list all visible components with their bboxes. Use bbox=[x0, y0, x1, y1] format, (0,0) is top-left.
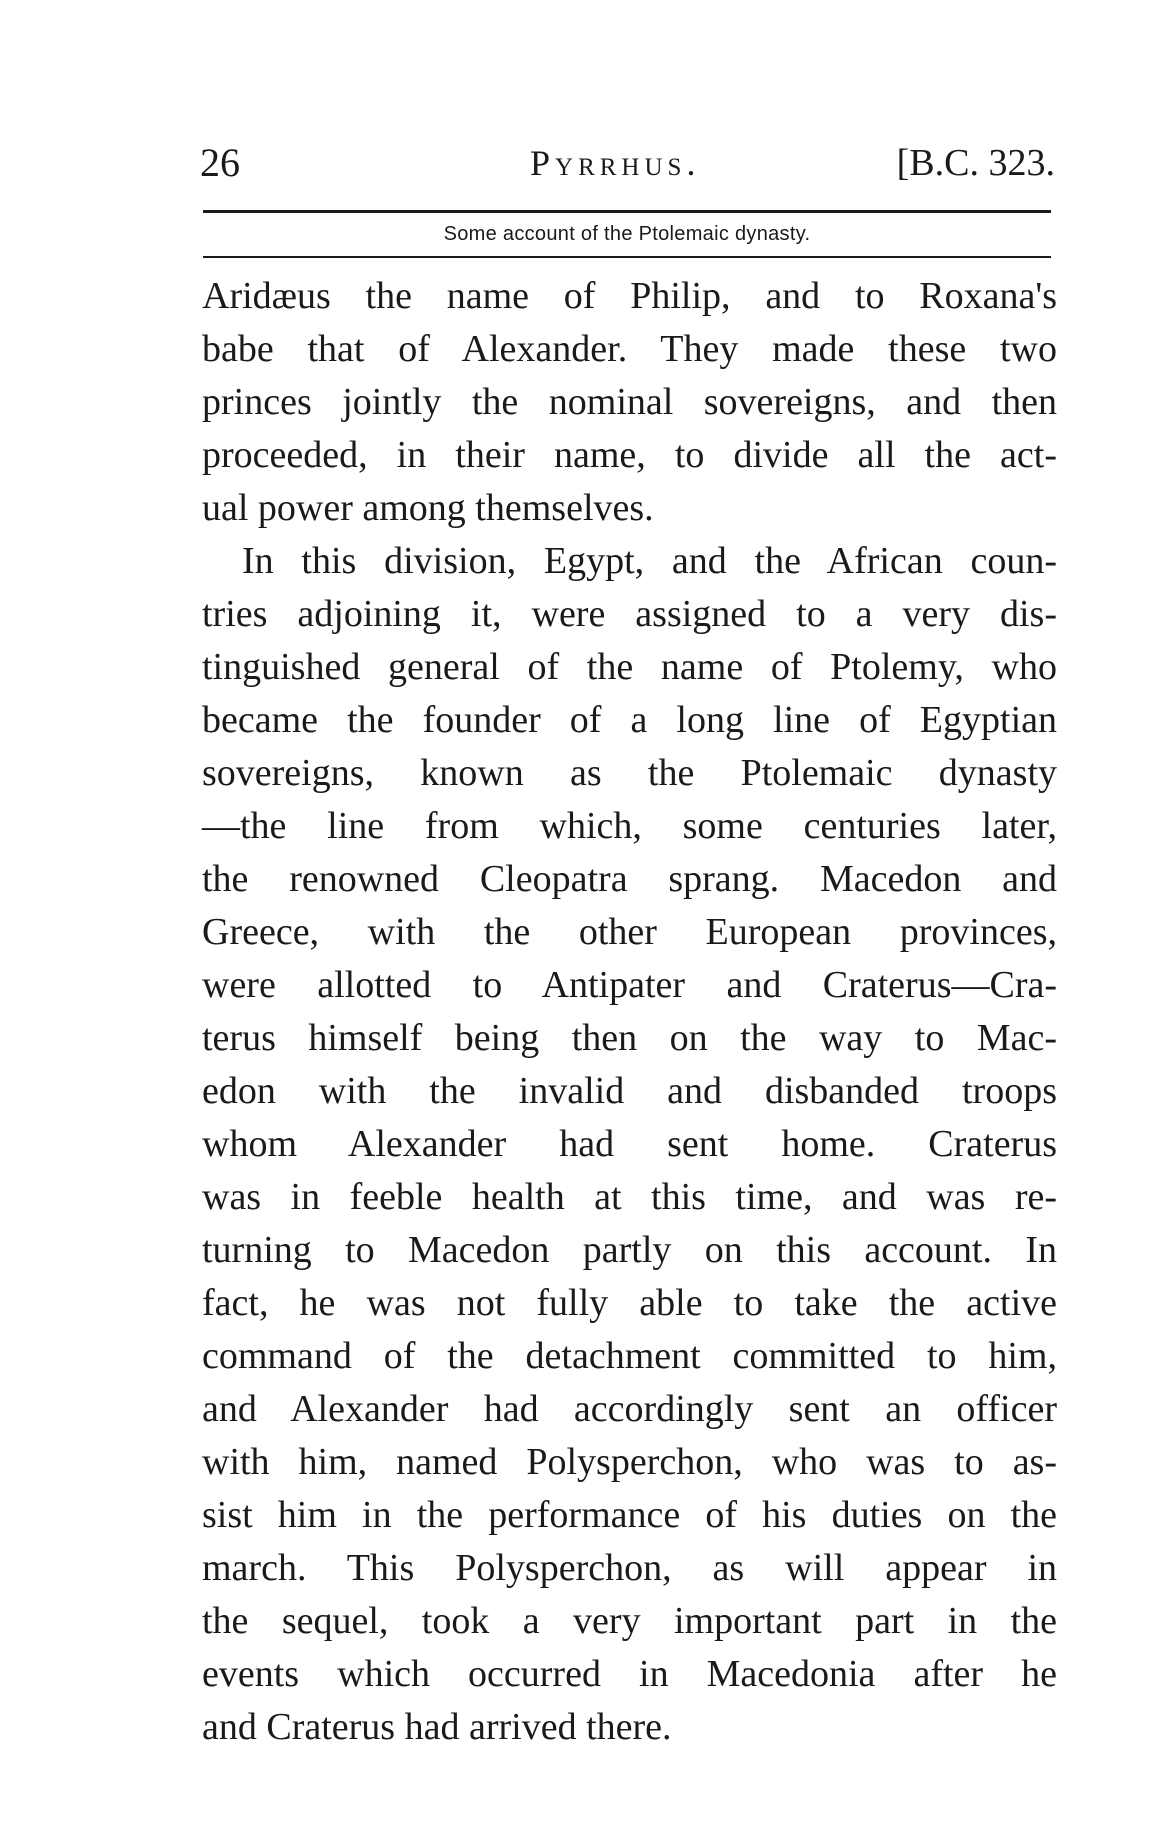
section-subheading: Some account of the Ptolemaic dynasty. bbox=[443, 223, 811, 245]
text-line: princes jointly the nominal sovereigns, and then bbox=[202, 381, 1057, 423]
text-line: the renowned Cleopatra sprang. Macedon and bbox=[202, 858, 1057, 900]
text-line: command of the detachment committed to him, bbox=[202, 1335, 1057, 1377]
text-line: Aridæus the name of Philip, and to Roxana's bbox=[202, 275, 1057, 317]
text-line: the sequel, took a very important part in the bbox=[202, 1600, 1057, 1642]
text-line: edon with the invalid and disbanded troops bbox=[202, 1070, 1057, 1112]
header-rule-bottom bbox=[203, 256, 1051, 258]
text-line: tinguished general of the name of Ptolemy, who bbox=[202, 646, 1057, 688]
text-line: Greece, with the other European provinces, bbox=[202, 911, 1057, 953]
page-header bbox=[200, 138, 1055, 188]
text-line: was in feeble health at this time, and was re- bbox=[202, 1176, 1057, 1218]
text-line: In this division, Egypt, and the African coun- bbox=[242, 540, 1057, 582]
text-line: turning to Macedon partly on this account. In bbox=[202, 1229, 1057, 1271]
text-line: —the line from which, some centuries later, bbox=[202, 805, 1057, 847]
text-line: became the founder of a long line of Egyptian bbox=[202, 699, 1057, 741]
text-line: and Craterus had arrived there. bbox=[202, 1706, 672, 1748]
page-number: 26 bbox=[200, 140, 240, 185]
text-line: sist him in the performance of his duties on the bbox=[202, 1494, 1057, 1536]
text-line: were allotted to Antipater and Craterus—Cra- bbox=[202, 964, 1057, 1006]
text-line: march. This Polysperchon, as will appear in bbox=[202, 1547, 1057, 1589]
date-reference: [B.C. 323. bbox=[896, 142, 1055, 184]
paragraph-2 bbox=[202, 535, 1057, 1754]
text-line: sovereigns, known as the Ptolemaic dynasty bbox=[202, 752, 1057, 794]
running-title: Pyrrhus. bbox=[530, 143, 701, 183]
text-line: proceeded, in their name, to divide all the act- bbox=[202, 434, 1057, 476]
text-line: ual power among themselves. bbox=[202, 487, 654, 529]
paragraph-1 bbox=[202, 270, 1057, 535]
text-line: with him, named Polysperchon, who was to as- bbox=[202, 1441, 1057, 1483]
header-rule-top bbox=[203, 210, 1051, 213]
text-line: and Alexander had accordingly sent an officer bbox=[202, 1388, 1057, 1430]
text-line: terus himself being then on the way to Mac- bbox=[202, 1017, 1057, 1059]
text-line: events which occurred in Macedonia after he bbox=[202, 1653, 1057, 1695]
text-line: whom Alexander had sent home. Craterus bbox=[202, 1123, 1057, 1165]
body-text bbox=[202, 270, 1057, 1754]
text-line: babe that of Alexander. They made these two bbox=[202, 328, 1057, 370]
text-line: tries adjoining it, were assigned to a very dis- bbox=[202, 593, 1057, 635]
text-line: fact, he was not fully able to take the active bbox=[202, 1282, 1057, 1324]
